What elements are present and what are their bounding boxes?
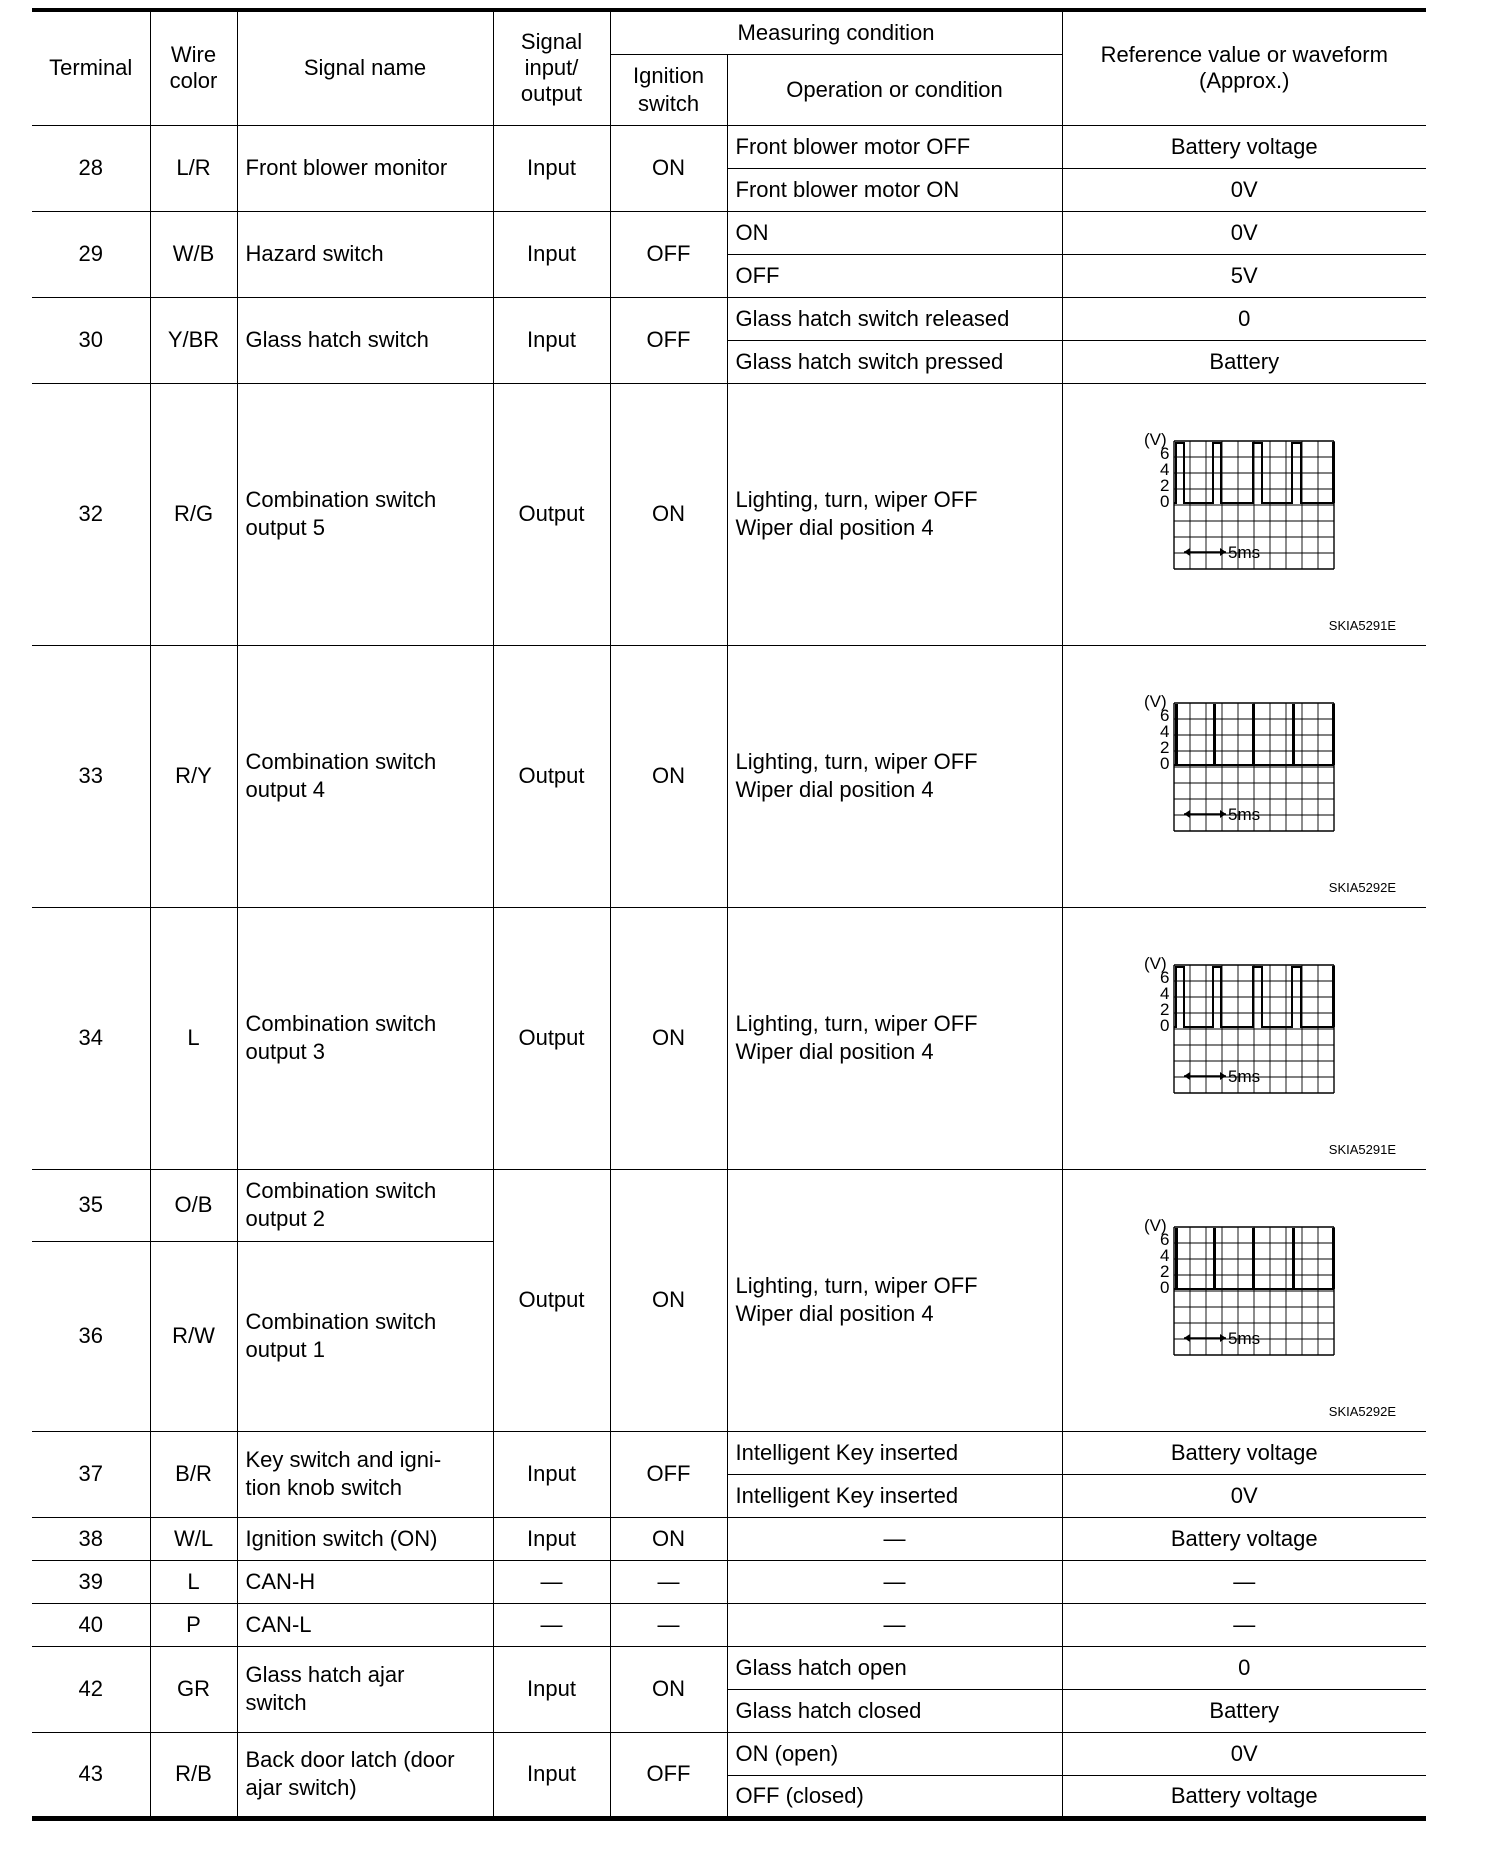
signal-name-line: output 3 — [245, 1039, 326, 1064]
reference-cell: 0 — [1062, 297, 1426, 340]
ignition-cell: — — [610, 1560, 727, 1603]
figure-id: SKIA5292E — [1328, 879, 1396, 895]
reference-cell: Battery — [1062, 1689, 1426, 1732]
signal-name-cell: Glass hatch switch — [237, 297, 493, 383]
wire-color-cell: Y/BR — [150, 297, 237, 383]
table-row — [32, 1517, 1426, 1560]
signal-name-cell — [237, 1241, 493, 1431]
time-scale-arrowhead — [1220, 1072, 1226, 1080]
time-scale-arrowhead — [1184, 1072, 1190, 1080]
terminal-cell: 42 — [32, 1646, 150, 1732]
waveform-figure — [1114, 953, 1374, 1123]
waveform-y-tick: 0 — [1160, 1278, 1170, 1297]
operation-line: Wiper dial position 4 — [735, 515, 934, 540]
terminal-cell: 38 — [32, 1517, 150, 1560]
waveform-figure — [1114, 429, 1374, 599]
wire-color-cell: B/R — [150, 1431, 237, 1517]
wire-color-cell: P — [150, 1603, 237, 1646]
waveform-y-tick: 4 — [1160, 1246, 1170, 1265]
header-terminal: Terminal — [32, 10, 150, 125]
ignition-cell: ON — [610, 383, 727, 645]
operation-line: Lighting, turn, wiper OFF — [735, 1011, 978, 1036]
waveform-unit-label: (V) — [1144, 954, 1167, 973]
signal-name-line: output 2 — [245, 1206, 326, 1231]
signal-name-line: Combination switch — [245, 1178, 437, 1203]
wire-color-cell: W/B — [150, 211, 237, 297]
header-reference: Reference value or waveform (Approx.) — [1062, 10, 1426, 125]
table-row — [32, 1560, 1426, 1603]
time-scale-arrowhead — [1184, 1334, 1190, 1342]
waveform-y-tick: 2 — [1160, 476, 1170, 495]
operation-cell: OFF (closed) — [727, 1775, 1062, 1818]
waveform-y-tick: 6 — [1160, 968, 1170, 987]
signal-name-cell — [237, 645, 493, 907]
operation-cell: — — [727, 1560, 1062, 1603]
table-row — [32, 125, 1426, 168]
terminal-cell: 32 — [32, 383, 150, 645]
signal-name-line: Combination switch — [245, 1309, 437, 1334]
signal-io-cell: Input — [493, 1431, 610, 1517]
operation-line: Lighting, turn, wiper OFF — [735, 487, 978, 512]
table-row — [32, 211, 1426, 254]
operation-cell — [727, 383, 1062, 645]
waveform-unit-label: (V) — [1144, 1216, 1167, 1235]
header-measuring-condition: Measuring condition — [610, 10, 1062, 54]
signal-name-cell — [237, 907, 493, 1169]
table-row — [32, 1603, 1426, 1646]
operation-cell — [727, 907, 1062, 1169]
wire-color-cell: R/Y — [150, 645, 237, 907]
signal-name-cell — [237, 1646, 493, 1732]
signal-io-cell: Input — [493, 1646, 610, 1732]
signal-name-line: Combination switch — [245, 749, 437, 774]
signal-io-cell: Output — [493, 383, 610, 645]
waveform-y-tick: 0 — [1160, 754, 1170, 773]
signal-name-line: switch — [245, 1690, 307, 1715]
waveform-y-tick: 6 — [1160, 706, 1170, 725]
ignition-cell: OFF — [610, 1732, 727, 1818]
table-row — [32, 297, 1426, 340]
operation-line: Wiper dial position 4 — [735, 1039, 934, 1064]
operation-cell: Intelligent Key inserted — [727, 1431, 1062, 1474]
terminal-cell: 37 — [32, 1431, 150, 1517]
operation-cell: Front blower motor OFF — [727, 125, 1062, 168]
time-scale-arrowhead — [1220, 810, 1226, 818]
signal-name-cell: Ignition switch (ON) — [237, 1517, 493, 1560]
waveform-cell — [1062, 1169, 1426, 1431]
reference-cell: 0V — [1062, 1732, 1426, 1775]
reference-cell: 0V — [1062, 211, 1426, 254]
operation-line: Lighting, turn, wiper OFF — [735, 1273, 978, 1298]
figure-id: SKIA5292E — [1328, 1403, 1396, 1419]
terminal-spec-table — [32, 8, 1426, 1821]
ignition-cell: — — [610, 1603, 727, 1646]
waveform-y-tick: 4 — [1160, 984, 1170, 1003]
operation-cell: ON — [727, 211, 1062, 254]
terminal-cell: 43 — [32, 1732, 150, 1818]
operation-cell: Glass hatch open — [727, 1646, 1062, 1689]
operation-cell: — — [727, 1603, 1062, 1646]
wire-color-cell: R/G — [150, 383, 237, 645]
signal-name-line: ajar switch) — [245, 1775, 357, 1800]
header-wire-color: Wire color — [150, 10, 237, 125]
signal-name-cell: CAN-H — [237, 1560, 493, 1603]
signal-name-cell — [237, 1732, 493, 1818]
waveform-y-tick: 4 — [1160, 460, 1170, 479]
signal-name-cell: Front blower monitor — [237, 125, 493, 211]
wire-color-cell: R/B — [150, 1732, 237, 1818]
ignition-cell: ON — [610, 1517, 727, 1560]
reference-cell: Battery voltage — [1062, 1775, 1426, 1818]
ignition-cell: ON — [610, 1169, 727, 1431]
operation-cell: Front blower motor ON — [727, 168, 1062, 211]
table-row — [32, 1169, 1426, 1241]
waveform-unit-label: (V) — [1144, 692, 1167, 711]
figure-id: SKIA5291E — [1328, 617, 1396, 633]
header-signal-io: Signal input/ output — [493, 10, 610, 125]
ignition-cell: OFF — [610, 1431, 727, 1517]
terminal-cell: 35 — [32, 1169, 150, 1241]
reference-cell: 0 — [1062, 1646, 1426, 1689]
wire-color-cell: R/W — [150, 1241, 237, 1431]
signal-name-line: output 4 — [245, 777, 326, 802]
signal-io-cell: Input — [493, 1732, 610, 1818]
signal-io-cell: Input — [493, 125, 610, 211]
signal-name-cell: Hazard switch — [237, 211, 493, 297]
waveform-cell — [1062, 907, 1426, 1169]
wire-color-cell: L — [150, 907, 237, 1169]
ignition-cell: OFF — [610, 297, 727, 383]
waveform-cell — [1062, 383, 1426, 645]
signal-name-line: output 1 — [245, 1337, 326, 1362]
operation-cell: Glass hatch closed — [727, 1689, 1062, 1732]
signal-io-cell: Input — [493, 1517, 610, 1560]
table-row — [32, 645, 1426, 907]
reference-cell: Battery voltage — [1062, 1431, 1426, 1474]
terminal-cell: 34 — [32, 907, 150, 1169]
terminal-cell: 39 — [32, 1560, 150, 1603]
waveform-y-tick: 2 — [1160, 1262, 1170, 1281]
operation-cell: Intelligent Key inserted — [727, 1474, 1062, 1517]
wire-color-cell: GR — [150, 1646, 237, 1732]
ignition-cell: OFF — [610, 211, 727, 297]
signal-io-cell: Input — [493, 211, 610, 297]
operation-cell: — — [727, 1517, 1062, 1560]
waveform-y-tick: 0 — [1160, 492, 1170, 511]
header-operation: Operation or condition — [727, 54, 1062, 125]
table-row — [32, 1732, 1426, 1775]
signal-io-cell: Output — [493, 1169, 610, 1431]
operation-cell: OFF — [727, 254, 1062, 297]
signal-name-cell — [237, 1431, 493, 1517]
ignition-cell: ON — [610, 907, 727, 1169]
time-scale-label: 5ms — [1228, 1067, 1261, 1086]
operation-cell: Glass hatch switch pressed — [727, 340, 1062, 383]
reference-cell: Battery voltage — [1062, 125, 1426, 168]
operation-cell: ON (open) — [727, 1732, 1062, 1775]
signal-io-cell: Input — [493, 297, 610, 383]
time-scale-label: 5ms — [1228, 805, 1261, 824]
terminal-cell: 33 — [32, 645, 150, 907]
signal-name-line: Back door latch (door — [245, 1747, 455, 1772]
operation-cell — [727, 645, 1062, 907]
table-row — [32, 1431, 1426, 1474]
waveform-y-tick: 6 — [1160, 444, 1170, 463]
table-row — [32, 1646, 1426, 1689]
reference-cell: 0V — [1062, 168, 1426, 211]
signal-io-cell: Output — [493, 645, 610, 907]
header-row — [32, 10, 1426, 54]
operation-line: Wiper dial position 4 — [735, 1301, 934, 1326]
table-row — [32, 383, 1426, 645]
time-scale-arrowhead — [1184, 548, 1190, 556]
signal-name-cell: CAN-L — [237, 1603, 493, 1646]
signal-name-line: Combination switch — [245, 487, 437, 512]
waveform-y-tick: 4 — [1160, 722, 1170, 741]
wire-color-cell: L — [150, 1560, 237, 1603]
reference-cell: 5V — [1062, 254, 1426, 297]
signal-io-cell: — — [493, 1603, 610, 1646]
terminal-cell: 30 — [32, 297, 150, 383]
signal-name-cell — [237, 1169, 493, 1241]
operation-line: Lighting, turn, wiper OFF — [735, 749, 978, 774]
signal-io-cell: Output — [493, 907, 610, 1169]
terminal-cell: 40 — [32, 1603, 150, 1646]
waveform-y-tick: 6 — [1160, 1230, 1170, 1249]
waveform-cell — [1062, 645, 1426, 907]
signal-io-cell: — — [493, 1560, 610, 1603]
signal-name-cell — [237, 383, 493, 645]
operation-cell — [727, 1169, 1062, 1431]
terminal-cell: 28 — [32, 125, 150, 211]
terminal-cell: 36 — [32, 1241, 150, 1431]
reference-cell: Battery voltage — [1062, 1517, 1426, 1560]
time-scale-arrowhead — [1184, 810, 1190, 818]
waveform-y-tick: 2 — [1160, 738, 1170, 757]
time-scale-label: 5ms — [1228, 1329, 1261, 1348]
waveform-unit-label: (V) — [1144, 430, 1167, 449]
time-scale-label: 5ms — [1228, 543, 1261, 562]
reference-cell: 0V — [1062, 1474, 1426, 1517]
waveform-figure — [1114, 1215, 1374, 1385]
terminal-table-sheet — [32, 8, 1426, 1821]
reference-cell: — — [1062, 1603, 1426, 1646]
waveform-figure — [1114, 691, 1374, 861]
figure-id: SKIA5291E — [1328, 1141, 1396, 1157]
signal-name-line: Combination switch — [245, 1011, 437, 1036]
reference-cell: Battery — [1062, 340, 1426, 383]
signal-name-line: Glass hatch ajar — [245, 1662, 405, 1687]
wire-color-cell: W/L — [150, 1517, 237, 1560]
time-scale-arrowhead — [1220, 548, 1226, 556]
reference-cell: — — [1062, 1560, 1426, 1603]
waveform-y-tick: 2 — [1160, 1000, 1170, 1019]
table-row — [32, 907, 1426, 1169]
header-signal-name: Signal name — [237, 10, 493, 125]
terminal-cell: 29 — [32, 211, 150, 297]
header-ignition-switch: Ignition switch — [610, 54, 727, 125]
operation-line: Wiper dial position 4 — [735, 777, 934, 802]
time-scale-arrowhead — [1220, 1334, 1226, 1342]
signal-name-line: tion knob switch — [245, 1475, 403, 1500]
wire-color-cell: O/B — [150, 1169, 237, 1241]
operation-cell: Glass hatch switch released — [727, 297, 1062, 340]
signal-name-line: Key switch and igni- — [245, 1447, 442, 1472]
wire-color-cell: L/R — [150, 125, 237, 211]
ignition-cell: ON — [610, 1646, 727, 1732]
ignition-cell: ON — [610, 125, 727, 211]
ignition-cell: ON — [610, 645, 727, 907]
waveform-y-tick: 0 — [1160, 1016, 1170, 1035]
signal-name-line: output 5 — [245, 515, 326, 540]
